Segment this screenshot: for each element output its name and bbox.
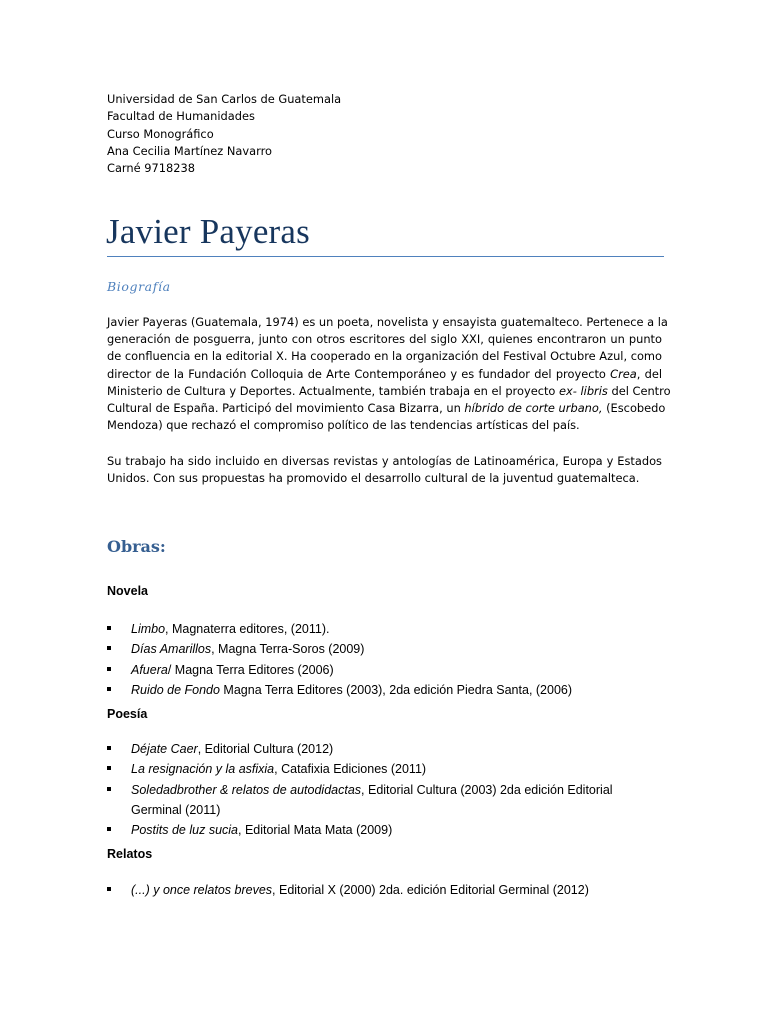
biography-paragraph-2 [107,453,662,487]
work-title: (...) y once relatos breves [131,883,273,897]
work-title: Soledadbrother & relatos de autodidactas [131,782,362,797]
list-item [107,780,613,821]
author-header [107,91,341,177]
bio-text: (Escobedo [602,401,666,416]
work-title: Postits de luz sucia [131,823,238,838]
title-underline [107,256,664,257]
university-line: Universidad de San Carlos de Guatemala [107,92,342,106]
bullet-icon [107,766,111,770]
list-item [107,739,613,759]
document-title: Javier Payeras [106,212,310,251]
work-title: Ruido de Fondo [131,682,220,697]
list-item [107,639,572,659]
bio-italic-text: ex- libris [559,383,608,398]
bullet-icon [107,667,111,671]
bullet-icon [107,827,111,831]
work-details-continued: Germinal (2011) [131,802,221,817]
work-details: , Magna Terra-Soros (2009) [211,642,365,657]
bio-text: , del [636,366,662,381]
bio-line: generación de posguerra, junto con otros escritores del siglo XXI, quienes encontraron un punto [107,332,662,347]
bio-line [107,383,671,400]
bio-line: de confluencia en la editorial X. Ha cooperado en la organización del Festival Octubre Azul, como [107,349,662,364]
bio-line [107,400,666,417]
list-item [107,660,572,680]
student-id-line: Carné 9718238 [107,161,195,176]
bio-text: Ministerio de Cultura y Deportes. Actualmente, también trabaja en el proyecto [107,383,560,398]
faculty-line: Facultad de Humanidades [107,109,255,124]
bullet-icon [107,887,111,891]
bio-italic-text: Crea [610,366,637,381]
bullet-icon [107,646,111,650]
biography-heading: Biografía [107,279,171,294]
work-details: , Magnaterra editores, (2011). [165,622,330,636]
work-title: Días Amarillos [131,642,212,657]
poetry-list [107,739,613,840]
bio-text: del Centro [607,383,671,398]
list-item [107,880,589,900]
bio-line: Mendoza) que rechazó el compromiso político de las tendencias artísticas del país. [107,418,580,433]
list-item [107,820,613,840]
bullet-icon [107,626,111,630]
work-details: / Magna Terra Editores (2006) [167,662,334,677]
work-details: , Editorial X (2000) 2da. edición Editorial Germinal (2012) [272,883,589,897]
bio-text: Cultural de España. Participó del movimiento Casa Bizarra, un [107,401,465,416]
novel-section-heading: Novela [107,584,148,598]
work-details: , Editorial Mata Mata (2009) [238,823,393,838]
bio-italic-text: híbrido de corte urbano, [464,401,603,416]
bio-text: director de la Fundación Colloquia de Arte Contemporáneo y es fundador del proyecto [107,366,611,381]
work-title: Afuera [131,662,168,677]
bullet-icon [107,746,111,750]
course-line: Curso Monográfico [107,126,214,141]
work-title: La resignación y la asfixia [131,762,275,777]
bio-line: Su trabajo ha sido incluido en diversas revistas y antologías de Latinoamérica, Europa y Estados [107,454,662,468]
work-details: , Catafixia Ediciones (2011) [274,762,427,777]
student-name-line: Ana Cecilia Martínez Navarro [107,143,272,158]
list-item [107,759,613,779]
bullet-icon [107,787,111,791]
bio-line [107,366,662,383]
work-details: , Editorial Cultura (2012) [197,742,334,756]
poetry-section-heading: Poesía [107,707,148,721]
bullet-icon [107,687,111,691]
stories-section-heading: Relatos [107,847,153,861]
stories-list [107,880,589,900]
works-heading: Obras: [107,537,166,556]
bio-line: Javier Payeras (Guatemala, 1974) es un poeta, novelista y ensayista guatemalteco. Pertenece a la [107,315,668,329]
novel-list [107,619,572,700]
work-details: Magna Terra Editores (2003), 2da edición Piedra Santa, (2006) [219,682,573,697]
biography-paragraph-1 [107,314,671,434]
work-details: , Editorial Cultura (2003) 2da edición Editorial [361,782,613,797]
list-item [107,680,572,700]
work-title: Déjate Caer [131,742,198,756]
work-title: Limbo [131,622,166,636]
list-item [107,619,572,639]
bio-line: Unidos. Con sus propuestas ha promovido el desarrollo cultural de la juventud guatemalteca. [107,471,640,486]
